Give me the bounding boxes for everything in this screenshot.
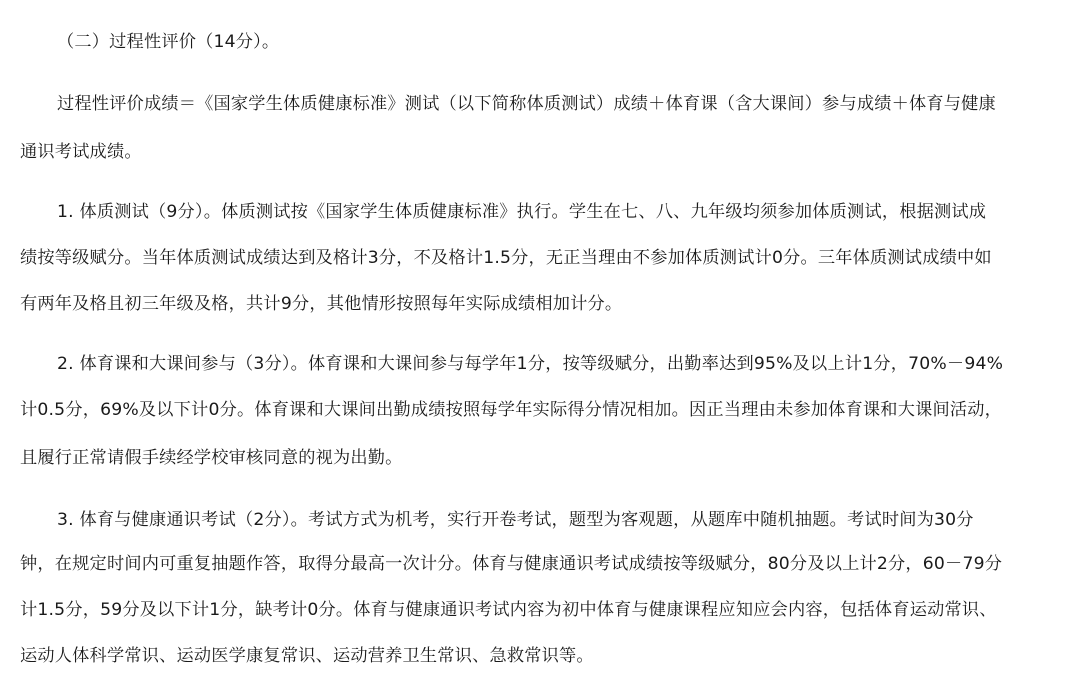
item-2-line-3: 且履行正常请假手续经学校审核同意的视为出勤。	[20, 448, 403, 468]
intro-line-1: 过程性评价成绩＝《国家学生体质健康标准》测试（以下简称体质测试）成绩＋体育课（含大课间）参与成绩＋体育与健康	[57, 94, 996, 114]
item-1-line-3: 有两年及格且初三年级及格，共计9分，其他情形按照每年实际成绩相加计分。	[20, 294, 623, 314]
item-3-line-1: 3. 体育与健康通识考试（2分）。考试方式为机考，实行开卷考试，题型为客观题，从题库中随机抽题。考试时间为30分	[57, 510, 974, 530]
item-1-line-2: 绩按等级赋分。当年体质测试成绩达到及格计3分，不及格计1.5分，无正当理由不参加体质测试计0分。三年体质测试成绩中如	[20, 248, 992, 268]
item-2-line-2: 计0.5分，69%及以下计0分。体育课和大课间出勤成绩按照每学年实际得分情况相加。因正当理由未参加体育课和大课间活动，	[20, 400, 1003, 420]
section-heading: （二）过程性评价（14分）。	[57, 32, 280, 52]
item-3-line-4: 运动人体科学常识、运动医学康复常识、运动营养卫生常识、急救常识等。	[20, 646, 594, 666]
item-3-line-3: 计1.5分，59分及以下计1分，缺考计0分。体育与健康通识考试内容为初中体育与健康课程应知应会内容，包括体育运动常识、	[20, 600, 997, 620]
item-3-line-2: 钟，在规定时间内可重复抽题作答，取得分最高一次计分。体育与健康通识考试成绩按等级赋分，80分及以上计2分，60－79分	[20, 554, 1003, 574]
intro-line-2: 通识考试成绩。	[20, 142, 142, 162]
item-1-line-1: 1. 体质测试（9分）。体质测试按《国家学生体质健康标准》执行。学生在七、八、九年级均须参加体质测试，根据测试成	[57, 202, 987, 222]
item-2-line-1: 2. 体育课和大课间参与（3分）。体育课和大课间参与每学年1分，按等级赋分，出勤率达到95%及以上计1分，70%－94%	[57, 354, 1004, 374]
